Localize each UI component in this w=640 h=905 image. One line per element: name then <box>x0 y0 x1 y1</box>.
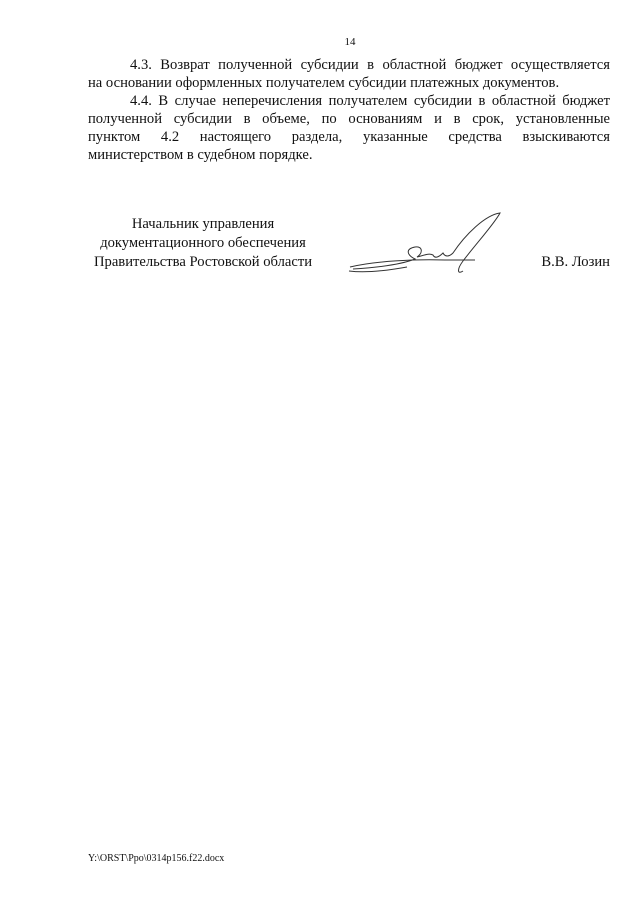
paragraph-4-3-line-1: 4.3. Возврат полученной субсидии в областной бюджет осуществляется <box>130 57 610 73</box>
file-path-footer: Y:\ORST\Ppo\0314p156.f22.docx <box>88 853 225 864</box>
signatory-position-line-3: Правительства Ростовской области <box>93 254 313 270</box>
signatory-position-line-2: документационного обеспечения <box>100 235 306 251</box>
signatory-name: В.В. Лозин <box>541 254 610 270</box>
paragraph-4-4-line-1: 4.4. В случае неперечисления получателем субсидии в областной бюджет <box>130 93 610 109</box>
page-number: 14 <box>344 36 356 48</box>
paragraph-4-3-line-2: на основании оформленных получателем субсидии платежных документов. <box>88 75 560 91</box>
paragraph-4-4-line-4: министерством в судебном порядке. <box>88 147 313 163</box>
handwritten-signature <box>345 205 505 285</box>
paragraph-4-4-line-2: полученной субсидии в объеме, по основаниям и в срок, установленные <box>88 111 610 127</box>
signatory-position-line-1: Начальник управления <box>131 216 275 232</box>
paragraph-4-4-line-3: пунктом 4.2 настоящего раздела, указанные средства взыскиваются <box>88 129 610 145</box>
